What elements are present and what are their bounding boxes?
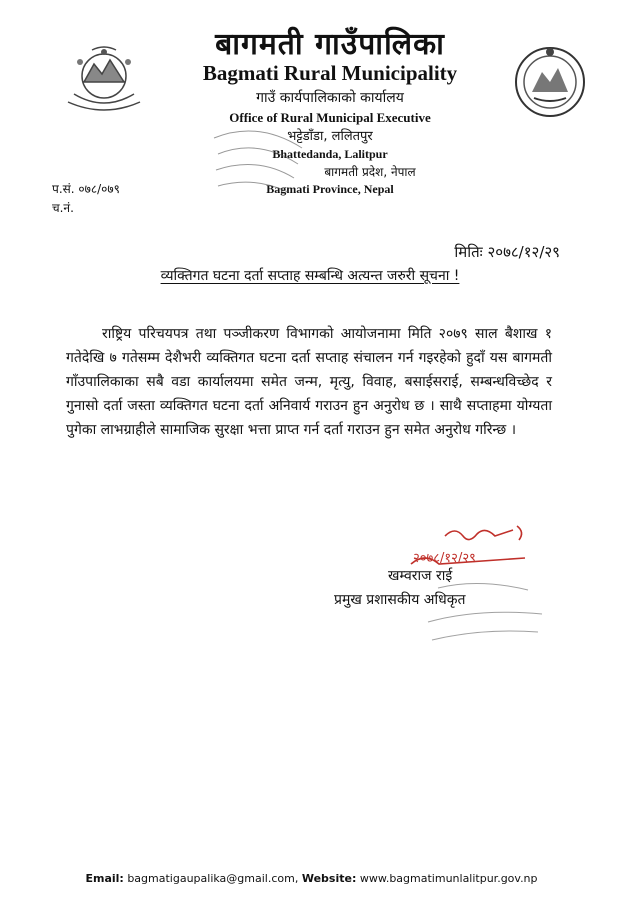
office-name-english: Office of Rural Municipal Executive [229,110,431,125]
office-stamp-icon [208,118,308,202]
signatory-name: खम्वराज राई [388,568,453,584]
address-english: Bhattedanda, Lalitpur [272,147,388,161]
footer-contact [0,872,623,885]
dispatch-number: च.नं. [52,201,74,215]
province-english: Bagmati Province, Nepal [266,182,394,196]
email-address: bagmatigaupalika@gmail.com, [127,872,299,885]
signatory-title: प्रमुख प्रशासकीय अधिकृत [334,592,466,608]
handwritten-date: २०७८/१२/२९ [413,551,476,566]
letter-date: मितिः २०७८/१२/२९ [454,243,560,261]
municipality-name-english: Bagmati Rural Municipality [202,61,458,85]
municipality-name-nepali: बागमती गाउँपालिका [215,27,445,62]
municipality-logo-icon [510,42,590,122]
address-nepali: भट्टेडाँडा, ललितपुर [287,129,373,144]
nepal-emblem-icon [62,42,146,118]
email-label: Email: [85,872,124,885]
subject-line [60,266,560,285]
province-nepali: बागमती प्रदेश, नेपाल [324,165,416,179]
subject-text: व्यक्तिगत घटना दर्ता सप्ताह सम्बन्धि अत्यन्त जरुरी सूचना ! [160,268,460,284]
office-name-nepali: गाउँ कार्यपालिकाको कार्यालय [256,90,404,106]
reference-number: प.सं. ०७८/०७९ [52,182,120,196]
notice-body: राष्ट्रिय परिचयपत्र तथा पञ्जीकरण विभागको आयोजनामा मिति २०७९ साल बैशाख १ गतेदेखि ७ गतेसम्म देशैभरी व्यक्तिगत घटना दर्ता सप्ताह संचालन गर्न गइरहेको हुदाँ यस बागमती गाँउपालिकाका सबै वडा कार्यालयमा समेत जन्म, मृत्यु, विवाह, बसाईसराई, सम्बन्धविच्छेद र गुनासो दर्ता जस्ता व्यक्तिगत घटना दर्ता अनिवार्य गराउन हुन अनुरोध छ । साथै सप्ताहमा योग्यता पुगेका लाभग्राहीले सामाजिक सुरक्षा भत्ता प्राप्त गर्न दर्ता गराउन हुन समेत अनुरोध गरिन्छ । [66,326,552,438]
website-label: Website: [301,872,357,885]
website-url: www.bagmatimunlalitpur.gov.np [359,872,538,885]
signatory-stamp-icon [418,578,548,648]
